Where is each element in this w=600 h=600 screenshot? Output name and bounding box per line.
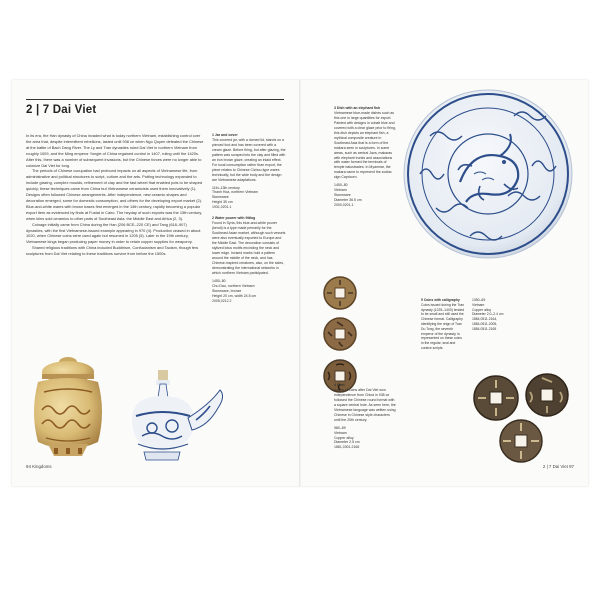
- jar-and-cover-image: [24, 352, 112, 464]
- caption-dimensions: Height 35 cm: [212, 200, 233, 205]
- body-paragraph: The periods of Chinese occupation had profound impacts on all aspects of Vietnamese life, from administrative and political structures to script, culture and the arts. Potting technology expanded to include glazing, complex moulds, refinement of clay and the fast wheel that enabled pots to be shaped quickly; these techniques came from China but Vietnamese ceramicists used them innovatively (1). Designs often followed Chinese arrangements. After independence, new ceramic shapes and decoration emerged, some for domestic consumption, and others for the developing export market (2). Blue-and-white wares with brown bases first emerged in the 14th century, rapidly becoming a popular export item as evidenced by finds at Fustat in Cairo. The heyday of such exports was the 15th century, when kilns sold ceramics to other parts of Southeast Asia, the Middle East and Africa (2, 3).: [26, 168, 203, 221]
- caption-meta: [334, 183, 396, 208]
- coin-4c: [498, 418, 544, 464]
- coin-4b: [524, 372, 570, 418]
- caption-text: Coins issued during the Tran dynasty (1225–1400) tended to be small and still used the Chinese format. Calligraphy identifying the reign of Tran Du Tong, the seventh emperor of the dynasty, is represented on these coins in the regular, seal and cursive scripts.: [421, 302, 465, 350]
- left-page: [12, 80, 300, 486]
- caption-date: 1450–80: [334, 183, 348, 188]
- folio-left: 94 Kingdoms: [26, 464, 52, 469]
- caption-2: [212, 216, 286, 303]
- caption-text: Issues of coins after Dai Viet won independence from China in 938 ce followed the Chinese round format with a square central hole. As seen here, the Vietnamese language was written using Chinese in Chinese style characters until the 20th century.: [334, 387, 396, 422]
- caption-registration: 1881,0301.2166: [334, 445, 360, 450]
- caption-title: 2 Water pourer with fitting: [212, 216, 256, 221]
- caption-text: Found in Syria, this blue-and-white pourer (kendi) is a type made primarily for the Southeast Asian market, although such vessels were also eventually exported to Europe and the Middle East. The decoration consists of stylized lotus motifs encircling the neck and lower edge. Incised marks hold a pattern around the middle of the neck, and has Chinese-inspired creatures, also, on the sides, demonstrating the international networks in which northern Vietnam participated.: [212, 221, 286, 275]
- right-page: [300, 80, 588, 486]
- caption-meta: [334, 426, 396, 451]
- caption-material: Copper alloy: [472, 307, 492, 312]
- caption-place: Vietnam: [334, 430, 347, 435]
- book-spread: [12, 80, 588, 486]
- caption-registration: 2000,0201.1: [334, 203, 354, 208]
- caption-4: [334, 383, 396, 450]
- caption-place: Chu Dau, northern Vietnam: [212, 283, 255, 288]
- caption-meta: [212, 279, 286, 304]
- caption-dimensions: Diameter 36.5 cm: [334, 198, 362, 203]
- caption-material: Copper alloy: [334, 435, 354, 440]
- coin-calligraphy-2: [322, 316, 358, 352]
- caption-date: 1450–80: [212, 278, 226, 283]
- caption-place: Vietnam: [472, 302, 485, 307]
- body-paragraph: Coinage initially came from China during the Han (206 BCE–220 CE) and Tang (618–907) dynasties, with the first Vietnamese-issued example appearing in 970 (4). Production ceased in about 1020, when Chinese coins were used again but resumed in 1205 (5). Later in the 19th century, Vietnamese kings began producing paper money in order to retain copper supplies for weaponry.: [26, 221, 201, 245]
- caption-material: Stoneware, bronze: [212, 288, 242, 293]
- body-text: [26, 133, 204, 257]
- caption-registration: 1884,0511.2165: [472, 326, 497, 331]
- caption-5-meta: [472, 298, 516, 332]
- coin-4a: [472, 374, 520, 422]
- chapter-title: 2 | 7 Dai Viet: [26, 104, 97, 116]
- caption-title: 5 Coins with calligraphy: [421, 298, 460, 302]
- caption-title: 4 Coin: [334, 383, 345, 387]
- caption-title: 3 Dish with an elephant fish: [334, 106, 381, 110]
- elephant-fish-dish-image: [400, 86, 576, 262]
- caption-1: [212, 133, 286, 210]
- water-pourer-image: [122, 368, 230, 464]
- folio-right: 2 | 7 Dai Viet 97: [542, 464, 574, 469]
- caption-registration: 1884,0511.2164, 1884,0511.2005,: [472, 317, 498, 326]
- caption-registration: 1931,0201.1: [212, 205, 232, 210]
- caption-text: This covered jar, with a domed lid, stands on a pierced foot and has been covered with a cream glaze. Before firing, but after glazing, the pattern was scraped into the clay and filled with an iron brown glaze, creating an inlaid effect. For local consumption rather than export, the piece relates to Chinese Cizhou-type wares technically, but the wide body and the design are Vietnamese adaptations.: [212, 137, 286, 182]
- caption-place: Vietnam: [334, 188, 347, 193]
- caption-5: [421, 298, 465, 351]
- caption-date: 11th–13th century: [212, 185, 240, 190]
- caption-date: 980–89: [334, 425, 346, 430]
- body-paragraph: Shared religious traditions with China included Buddhism, Confucianism and Taoism, though few sculptures from Dai Viet relating to these traditions survive from before the 1500s.: [26, 245, 199, 257]
- caption-3: [334, 106, 396, 208]
- caption-material: Stoneware: [334, 193, 351, 198]
- coin-calligraphy-1: [322, 275, 358, 311]
- caption-place: Thanh Hoa, northern Vietnam: [212, 190, 259, 195]
- caption-dimensions: Height 20 cm, width 24.5 cm: [212, 293, 257, 298]
- caption-dimensions: Diameter 2.5 cm: [334, 440, 360, 445]
- caption-material: Stoneware: [212, 195, 229, 200]
- chapter-rule: [26, 99, 284, 100]
- caption-meta: [212, 186, 286, 211]
- caption-date: 1350–65: [472, 298, 486, 302]
- body-paragraph: In its era, the Han dynasty of China invaded what is today northern Vietnam, establishing control over the area that, despite intermittent rebellions, lasted until 938 ce when Ngo Quyen defeated the Chinese at the battle of Bach Dang River. The Ly and Tran dynasties ruled Dai Viet in northern Vietnam from roughly 1009, and the Ming emperor Yongle of China regained control in 1407, ruling until the 1420s. After this, there was a number of subsequent invasions, but the Chinese forces were no longer able to colonize Dai Viet for long.: [26, 133, 204, 168]
- caption-title: 1 Jar and cover: [212, 133, 238, 137]
- caption-text: Vietnamese blue-made dishes such as this one in large quantities for export. Painted with designs in cobalt blue and covered with a clear glaze prior to firing, this dish depicts an elephant fish, a mythical composite creature in Southeast Asia that is a form of the makara seen in sculptures. In some areas, such as central Java, makaras with elephant trunks and associations with water formed the terminals of temple balustrades. In Myanmar, the makara came to represent the zodiac sign Capricorn.: [334, 110, 396, 180]
- caption-registration: 2005,0212.2: [212, 298, 232, 303]
- captions-column: [212, 133, 286, 310]
- caption-dimensions: Diameter 2.0–2.4 cm: [472, 312, 504, 317]
